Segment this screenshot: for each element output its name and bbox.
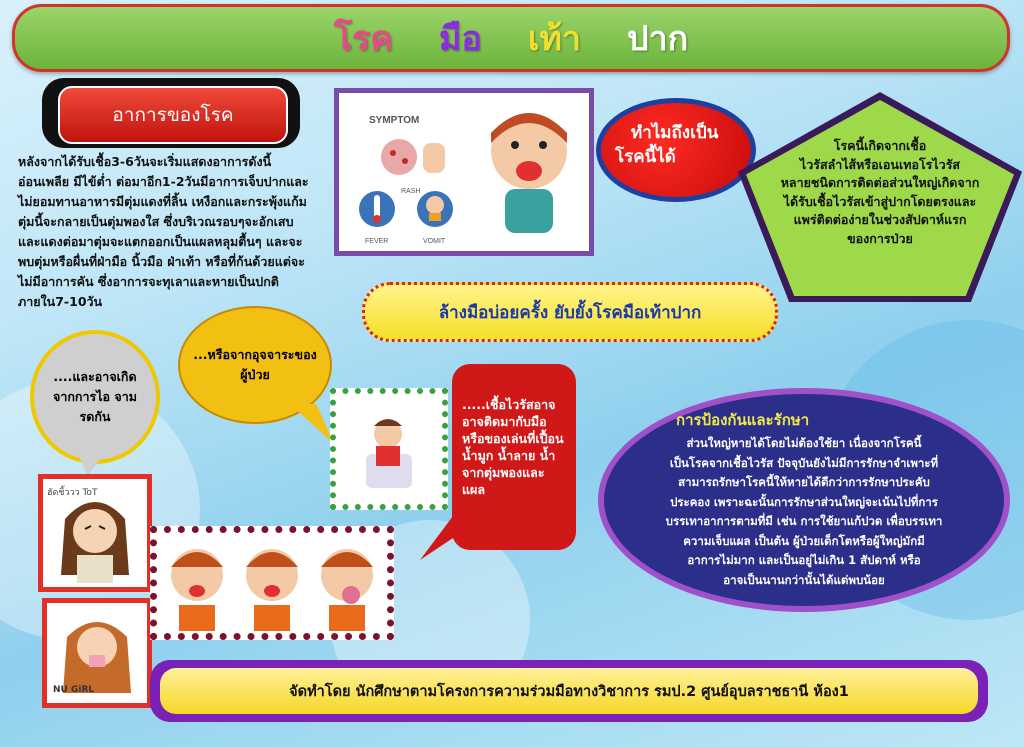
title-word-mouth: ปาก xyxy=(626,19,689,59)
symptom-line: ตุ่มนี้จะกลายเป็นตุ่มพองใส ซึ่งบริเวณรอบๆจะอักเสบ xyxy=(18,214,294,229)
title-word-hand: มือ xyxy=(439,19,482,59)
bubble-line: จากการไอ จาม xyxy=(53,389,137,404)
bubble-line: จากตุ่มพองและ xyxy=(462,465,545,480)
symptom-line: ไม่มีอาการคัน ซึ่งอาการจะทุเลาและหายเป็นปกติ xyxy=(18,274,279,289)
symptom-line: และแดงต่อมาตุ่มจะแตกออกเป็นแผลหลุมตื้นๆ และจะ xyxy=(18,234,303,249)
prevention-line: บรรเทาอาการตามที่มี เช่น การใช้ยาแก้ปวด เพื่อบรรเทา xyxy=(665,514,943,528)
prevention-line: เป็นโรคจากเชื้อไวรัส ปัจจุบันยังไม่มีการรักษาจำเพาะที่ xyxy=(669,455,939,470)
symptom-line: ภายใน7-10วัน xyxy=(18,294,103,309)
child-mouth xyxy=(516,161,542,181)
hand-icon xyxy=(423,143,445,173)
symptom-illustration xyxy=(334,88,594,256)
cause-line: ของการป่วย xyxy=(847,230,913,246)
prevention-line: ส่วนใหญ่หายได้โดยไม่ต้องใช้ยา เนื่องจากโรคนี้ xyxy=(686,436,922,450)
rash-face-icon xyxy=(381,139,417,175)
prevention-heading: การป้องกันและรักษา xyxy=(676,411,810,429)
symptom-label: SYMPTOM xyxy=(369,115,420,126)
footer-credit: จัดทำโดย นักศึกษาตามโครงการความร่วมมือทางวิชาการ รมป.2 ศูนย์อุบลราชธานี ห้อง1 xyxy=(160,668,978,714)
title-banner xyxy=(12,4,1010,72)
toilet-illustration xyxy=(330,388,448,510)
symptom-line: พบตุ่มหรือผื่นที่ฝ่ามือ นิ้วมือ ฝ่าเท้า หรือที่ก้นด้วยแต่จะ xyxy=(18,254,305,269)
vomit-face xyxy=(426,196,444,214)
why-line-2: โรคนี้ได้ xyxy=(615,147,676,167)
symptom-illustration-svg xyxy=(339,93,589,251)
prevention-line: สามารถรักษาโรคนี้ให้หายได้ดีกว่าการรักษาประคับ xyxy=(678,475,930,489)
stool-bubble-tail xyxy=(290,404,334,444)
symptom-description xyxy=(18,152,336,312)
nu-girl-sticker xyxy=(42,598,152,708)
cause-line: ไวรัสลำไส้หรือเอนเทอโรไวรัส xyxy=(799,156,961,172)
vomit-splash xyxy=(429,213,441,221)
why-bubble xyxy=(596,98,756,202)
kid-crying-2 xyxy=(246,549,298,631)
cause-line: แพร่ติดต่อง่ายในช่วงสัปดาห์แรก xyxy=(793,212,967,227)
sneeze-caption: ฮัดชิ้ววว ToT xyxy=(47,488,98,498)
rash-spot xyxy=(402,158,408,164)
symptom-line: อ่อนเพลีย มีไข้ต่ำ ต่อมาอีก1-2วันมีอาการเจ็บปากและ xyxy=(18,174,309,189)
child-eye xyxy=(511,141,519,149)
girl-face xyxy=(73,509,117,553)
prevention-line: ประคอง เพราะฉะนั้นการรักษาส่วนใหญ่จะเน้นไปที่การ xyxy=(670,494,938,509)
germ-speech-bubble xyxy=(452,364,576,550)
bubble-line: อาจติดมากับมือ xyxy=(462,414,547,429)
girl-body xyxy=(77,555,113,583)
cough-speech-bubble xyxy=(30,330,160,464)
fever-label: FEVER xyxy=(365,238,389,245)
sneeze-girl-sticker xyxy=(38,474,152,592)
child-eye xyxy=(539,141,547,149)
rash-spot xyxy=(390,150,396,156)
bubble-line: ...หรือจากอุจจาระของ xyxy=(193,347,317,362)
vomit-label: VOMIT xyxy=(423,238,446,245)
prevention-line: อาการไม่มาก และเป็นอยู่ไม่เกิน 1 สัปดาห์ หรือ xyxy=(687,553,921,567)
bubble-line: ผู้ป่วย xyxy=(240,367,270,382)
bubble-line: น้ำมูก น้ำลาย น้ำ xyxy=(462,448,556,463)
bubble-line: รดกัน xyxy=(79,409,111,424)
bubble-line: .....เชื้อไวรัสอาจ xyxy=(462,397,556,412)
cause-line: หลายชนิดการติดต่อส่วนใหญ่เกิดจาก xyxy=(780,175,980,190)
prevention-ellipse xyxy=(598,388,1010,612)
bubble-line: แผล xyxy=(462,482,486,497)
why-line-1: ทำไมถึงเป็น xyxy=(631,123,719,143)
symptom-line: หลังจากได้รับเชื้อ3-6วันจะเริ่มแสดงอาการดังนี้ xyxy=(18,154,272,169)
symptom-line: ไม่ยอมทานอาหารมีตุ่มแดงที่ลิ้น เหงือกและกระพุ้งแก้ม xyxy=(18,194,307,209)
cause-line: ได้รับเชื้อไวรัสเข้าสู่ปากโดยตรงและ xyxy=(783,193,977,209)
cause-line: โรคนี้เกิดจากเชื้อ xyxy=(833,138,927,153)
tissue xyxy=(89,655,105,667)
toilet-svg xyxy=(336,394,442,504)
bubble-line: หรือของเล่นที่เปื้อน xyxy=(462,431,564,446)
kids-svg xyxy=(157,533,387,633)
slogan-banner: ล้างมือบ่อยครั้ง ยับยั้งโรคมือเท้าปาก xyxy=(362,282,778,342)
nu-girl-caption: NU GiRL xyxy=(53,685,95,695)
kid-crying-1 xyxy=(171,549,223,631)
title-word-foot: เท้า xyxy=(527,19,581,59)
thermometer-bulb xyxy=(373,215,381,223)
rash-label: RASH xyxy=(401,188,421,195)
prevention-line: ความเจ็บแผล เป็นต้น ผู้ป่วยเด็กโตหรือผู้ใหญ่มักมี xyxy=(683,533,925,548)
child-shirt xyxy=(505,189,553,233)
kid-crying-3 xyxy=(321,549,373,631)
cause-text xyxy=(760,137,1000,248)
child-hair xyxy=(374,419,402,426)
bubble-line: ....และอาจเกิด xyxy=(53,369,137,384)
title-word-disease: โรค xyxy=(333,19,394,59)
kids-illustration xyxy=(150,526,394,640)
symptom-heading: อาการของโรค xyxy=(58,86,288,144)
prevention-line: อาจเป็นนานกว่านั้นได้แต่พบน้อย xyxy=(723,572,885,587)
child-shirt xyxy=(376,446,400,466)
